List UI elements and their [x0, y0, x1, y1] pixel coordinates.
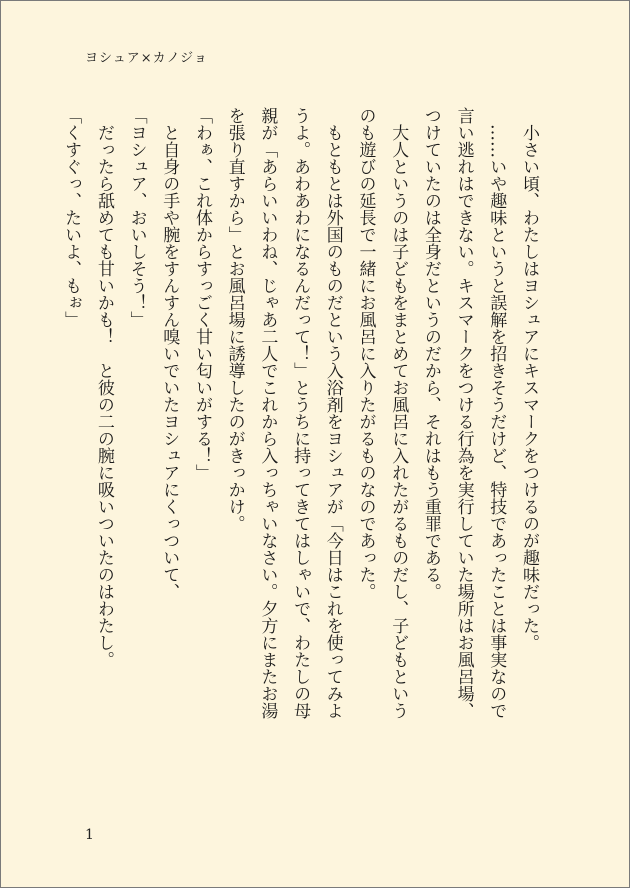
text-line: うよ。あわあわになるんだって！」とうちに持ってきてはしゃいで、わたしの母 — [290, 107, 311, 719]
page-number: 1 — [85, 827, 94, 843]
text-line: 「くすぐっ、たいよ、もぉ」 — [61, 107, 82, 328]
text-line: 言い逃れはできない。キスマークをつける行為を実行していた場所はお風呂場、 — [453, 107, 474, 719]
text-line: 「ヨシュア、おいしそう！」 — [126, 107, 147, 328]
text-line: のも遊びの延長で一緒にお風呂に入りたがるものなのであった。 — [355, 107, 376, 600]
story-title: ヨシュア×カノジョ — [85, 51, 208, 66]
text-line: だったら舐めても甘いかも！ と彼の二の腕に吸いついたのはわたし。 — [93, 107, 114, 668]
vertical-body-text — [54, 107, 545, 807]
text-line: ……いや趣味というと誤解を招きそうだけど、特技であったことは事実なので — [486, 107, 507, 719]
text-line: 「わぁ、これ体からすっごく甘い匂いがする！」 — [191, 107, 212, 481]
text-line: つけていたのは全身だというのだから、それはもう重罪である。 — [420, 107, 441, 600]
text-line: と自身の手や腕をすんすん嗅いでいたヨシュアにくっついて、 — [159, 107, 180, 600]
text-line: を張り直すから」とお風呂場に誘導したのがきっかけ。 — [224, 107, 245, 532]
text-line: 小さい頃、わたしはヨシュアにキスマークをつけるのが趣味だった。 — [519, 107, 539, 651]
text-line: 大人というのは子どもをまとめてお風呂に入れたがるものだし、子どもという — [388, 107, 409, 719]
text-line: もともとは外国のものだという入浴剤をヨシュアが「今日はこれを使ってみよ — [322, 107, 343, 719]
text-line: 親が「あらいいわね、じゃあ二人でこれから入っちゃいなさい。夕方にまたお湯 — [257, 107, 278, 719]
